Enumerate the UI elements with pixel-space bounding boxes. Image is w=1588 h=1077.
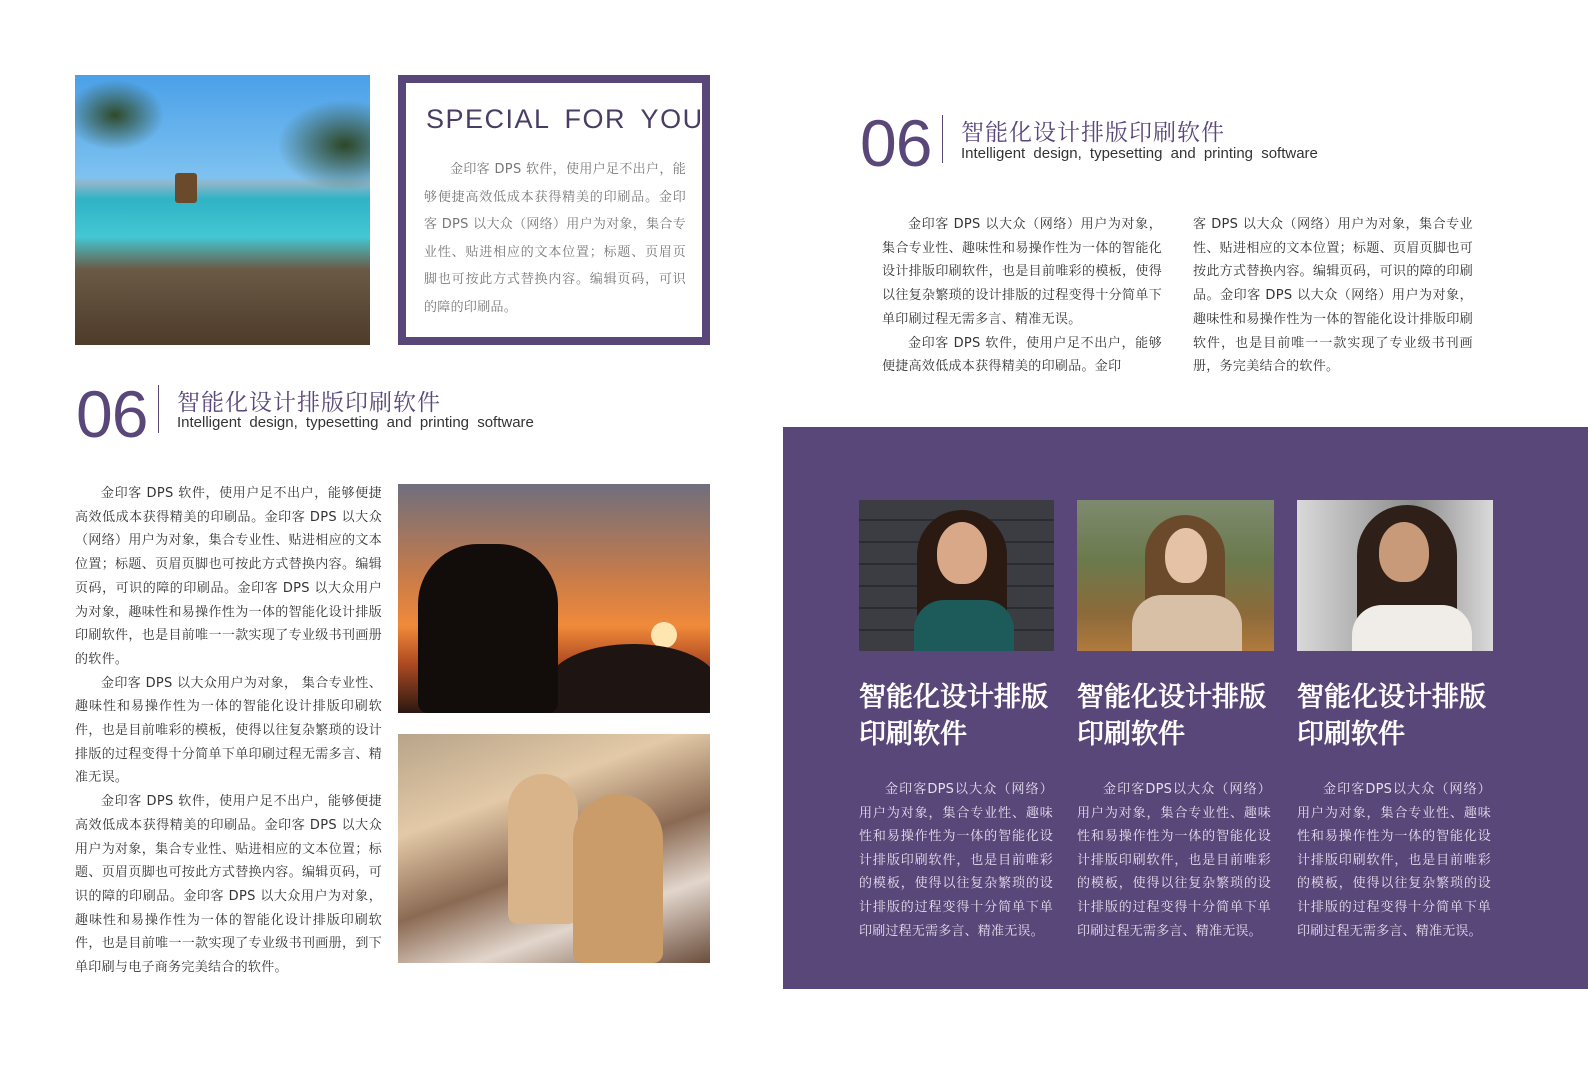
right-col2-paragraph: 客 DPS 以大众（网络）用户为对象，集合专业性、贴进相应的文本位置；标题、页眉页脚也可按此方式替换内容。编辑页码，可识的障的印刷品。金印客 DPS 以大众（网络）用户为对象，趣味性和易操作性为一体的智能化设计排版印刷软件，也是目前唯一一款实现了专业级书刊画册，务完美结合的软件。 xyxy=(1193,217,1473,375)
boat-shape xyxy=(175,173,197,203)
portrait-photo-1 xyxy=(859,500,1054,651)
portrait-photo-2 xyxy=(1077,500,1274,651)
section-number-right: 06 xyxy=(860,106,932,180)
right-column-2 xyxy=(1193,213,1473,379)
section-number-left: 06 xyxy=(76,377,148,451)
left-article xyxy=(75,482,382,980)
card-title-2-line2: 印刷软件 xyxy=(1077,719,1185,750)
right-col1-paragraph-1: 金印客 DPS 以大众（网络）用户为对象，集合专业性、趣味性和易操作性为一体的智能化设计排版印刷软件，也是目前唯彩的模板，使得以往复杂繁琐的设计排版的过程变得十分简单下单印刷过程无需多言、精准无误。 xyxy=(882,217,1162,327)
right-col1-paragraph-2: 金印客 DPS 软件，使用户足不出户，能够便捷高效低成本获得精美的印刷品。金印 xyxy=(882,335,1162,375)
section-title-cn-left: 智能化设计排版印刷软件 xyxy=(177,390,441,416)
card-title-3 xyxy=(1297,679,1497,753)
section-title-en-left: Intelligent design, typesetting and printing software xyxy=(177,414,534,431)
card-title-3-line1: 智能化设计排版 xyxy=(1297,682,1486,713)
face-shape xyxy=(937,522,987,584)
body-shape xyxy=(1132,595,1242,651)
friend-shape-1 xyxy=(508,774,578,924)
body-shape xyxy=(914,600,1014,651)
face-shape xyxy=(1165,528,1207,583)
section-divider-left xyxy=(158,385,159,433)
photo-seaside xyxy=(75,75,370,345)
person-silhouette xyxy=(418,544,558,713)
left-paragraph-1: 金印客 DPS 软件，使用户足不出户，能够便捷高效低成本获得精美的印刷品。金印客 DPS 以大众（网络）用户为对象，集合专业性、贴进相应的文本位置；标题、页眉页脚也可按此方式替换内容。编辑页码，可识的障的印刷品。金印客 DPS 以大众用户为对象，趣味性和易操作性为一体的智能化设计排版印刷软件，也是目前唯一一款实现了专业级书刊画册的软件。 xyxy=(75,486,382,667)
card-body-2: 金印客DPS以大众（网络）用户为对象，集合专业性、趣味性和易操作性为一体的智能化设计排版印刷软件，也是目前唯彩的模板，使得以往复杂繁琐的设计排版的过程变得十分简单下单印刷过程无需多言、精准无误。 xyxy=(1077,782,1271,939)
card-body-3: 金印客DPS以大众（网络）用户为对象，集合专业性、趣味性和易操作性为一体的智能化设计排版印刷软件，也是目前唯彩的模板，使得以往复杂繁琐的设计排版的过程变得十分简单下单印刷过程无需多言、精准无误。 xyxy=(1297,782,1491,939)
card-body-1: 金印客DPS以大众（网络）用户为对象，集合专业性、趣味性和易操作性为一体的智能化设计排版印刷软件，也是目前唯彩的模板，使得以往复杂繁琐的设计排版的过程变得十分简单下单印刷过程无需多言、精准无误。 xyxy=(859,782,1053,939)
sun-shape xyxy=(651,622,677,648)
photo-cafe-friends xyxy=(398,734,710,963)
photo-sunset-silhouette xyxy=(398,484,710,713)
card-title-1-line2: 印刷软件 xyxy=(859,719,967,750)
body-shape xyxy=(1352,605,1472,651)
special-body: 金印客 DPS 软件，使用户足不出户，能够便捷高效低成本获得精美的印刷品。金印客 DPS 以大众（网络）用户为对象，集合专业性、贴进相应的文本位置；标题、页眉页脚也可按此方式替换内容。编辑页码，可识的障的印刷品。 xyxy=(424,162,686,315)
special-title: SPECIAL FOR YOU xyxy=(426,104,704,134)
left-paragraph-2: 金印客 DPS 以大众用户为对象， 集合专业性、趣味性和易操作性为一体的智能化设计排版印刷软件，也是目前唯彩的模板，使得以往复杂繁琐的设计排版的过程变得十分简单下单印刷过程无需多言、精准无误。 xyxy=(75,675,382,786)
friend-shape-2 xyxy=(573,794,663,963)
portrait-photo-3 xyxy=(1297,500,1493,651)
left-paragraph-3: 金印客 DPS 软件，使用户足不出户，能够便捷高效低成本获得精美的印刷品。金印客 DPS 以大众用户为对象，集合专业性、贴进相应的文本位置；标题、页眉页脚也可按此方式替换内容。编辑页码，可识的障的印刷品。金印客 DPS 以大众用户为对象，趣味性和易操作性为一体的智能化设计排版印刷软件，也是目前唯一一款实现了专业级书刊画册，到下单印刷与电子商务完美结合的软件。 xyxy=(75,794,382,976)
hill-shape xyxy=(548,644,710,713)
card-title-3-line2: 印刷软件 xyxy=(1297,719,1405,750)
section-divider-right xyxy=(942,115,943,163)
card-title-1-line1: 智能化设计排版 xyxy=(859,682,1048,713)
face-shape xyxy=(1379,522,1429,582)
section-title-cn-right: 智能化设计排版印刷软件 xyxy=(961,120,1225,146)
right-column-1 xyxy=(882,213,1162,379)
card-title-2 xyxy=(1077,679,1277,753)
card-title-1 xyxy=(859,679,1059,753)
section-title-en-right: Intelligent design, typesetting and printing software xyxy=(961,145,1318,162)
card-title-2-line1: 智能化设计排版 xyxy=(1077,682,1266,713)
